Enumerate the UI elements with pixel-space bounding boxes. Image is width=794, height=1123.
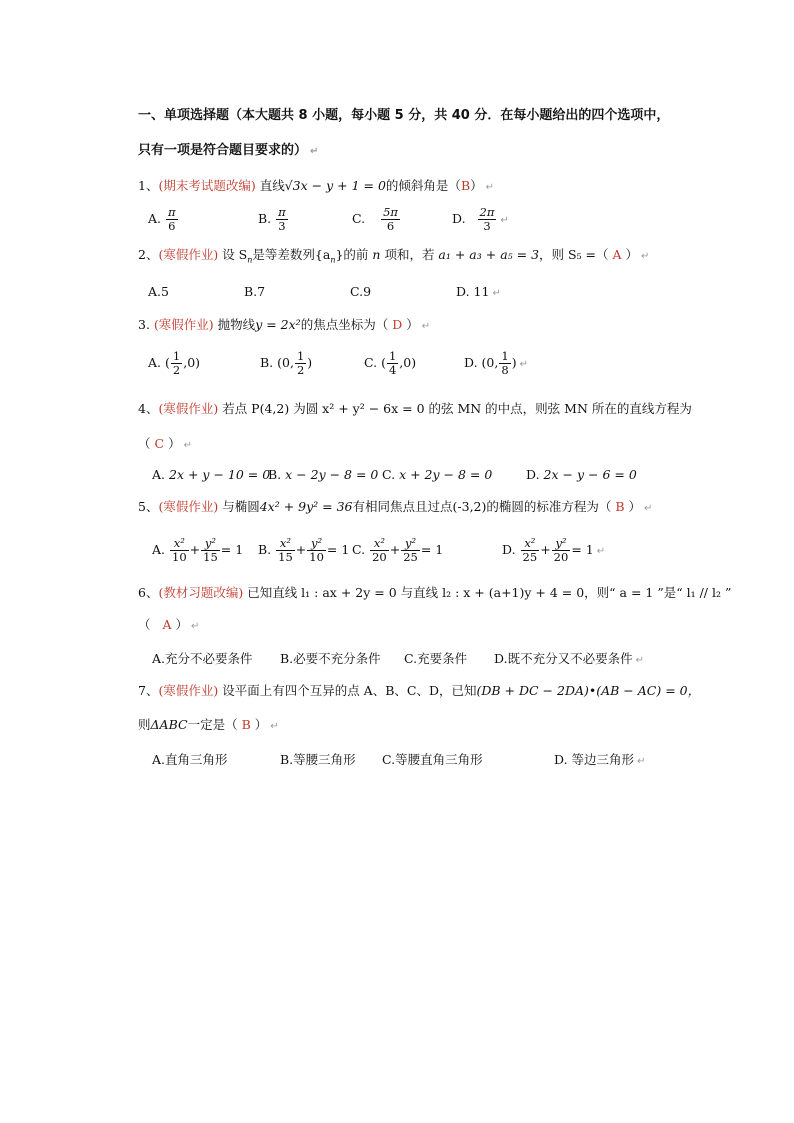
- q5-option-c: C. $\frac{\text{x²}}{20}$ + $\frac{\text{y²}}{25}$ = 1: [352, 536, 444, 564]
- q2-answer: A: [612, 247, 622, 262]
- q6-option-c: C.充要条件: [404, 651, 468, 666]
- q3-option-b: B. (0, $\frac{1}{2}$ ): [260, 349, 313, 377]
- q2-equation: a₁ + a₃ + a₅ = 3: [438, 247, 540, 262]
- q2-option-b: B.7: [244, 284, 266, 299]
- q2-option-c: C.9: [350, 284, 372, 299]
- question-4-stem: 4、(寒假作业) 若点 P(4,2) 为圆 x² + y² − 6x = 0 的弦 MN 的中点，则弦 MN 所在的直线方程为: [138, 401, 692, 416]
- q2-option-d: D. 11 ↵: [456, 284, 501, 299]
- q5-option-a: A. $\frac{\text{x²}}{10}$ + $\frac{\text{y²}}{15}$ = 1: [152, 536, 244, 564]
- q4-option-d: D. 2x − y − 6 = 0: [526, 467, 637, 482]
- q3-equation: y = 2x²: [255, 317, 301, 332]
- question-1-stem: 1、(期末考试题改编) 直线√3x − y + 1 = 0的倾斜角是（B） ↵: [138, 178, 495, 193]
- q4-option-b: B. x − 2y − 8 = 0: [268, 467, 379, 482]
- q7-vector-equation: (DB + DC − 2DA)•(AB − AC) = 0，: [476, 683, 701, 698]
- question-6-answer-line: （ A ） ↵: [138, 617, 200, 632]
- q4-answer: C: [154, 436, 165, 451]
- q3-answer: D: [392, 317, 403, 332]
- question-4-answer-line: （ C ） ↵: [138, 436, 192, 451]
- question-5-stem: 5、(寒假作业) 与椭圆4x² + 9y² = 36有相同焦点且过点(-3,2)的椭圆的标准方程为（ B ） ↵: [138, 499, 653, 514]
- q1-option-c: C. $\frac{5\pi}{6}$: [352, 205, 398, 233]
- q3-option-a: A. ( $\frac{1}{2}$ ,0): [148, 349, 201, 377]
- q1-option-b: B. $\frac{\pi}{3}$: [258, 205, 286, 233]
- q4-option-c: C. x + 2y − 8 = 0: [382, 467, 493, 482]
- question-7-stem: 7、(寒假作业) 设平面上有四个互异的点 A、B、C、D，已知(DB + DC − 2DA)•(AB − AC) = 0，: [138, 683, 701, 698]
- question-2-stem: 2、(寒假作业) 设 $S_n$是等差数列$\{a_n\}$的前 n 项和，若 a₁ + a₃ + a₅ = 3，则 S₅ =（ A ） ↵: [138, 247, 650, 265]
- section-heading-line1: 一、单项选择题（本大题共 8 小题，每小题 5 分，共 40 分．在每小题给出的四个选项中，: [138, 108, 670, 123]
- q7-option-a: A.直角三角形: [152, 752, 228, 767]
- q3-option-c: C. ( $\frac{1}{4}$ ,0): [364, 349, 417, 377]
- section-heading-line2: 只有一项是符合题目要求的） ↵: [138, 143, 319, 158]
- q7-option-d: D. 等边三角形 ↵: [554, 752, 646, 767]
- q5-equation: 4x² + 9y² = 36: [259, 499, 353, 514]
- q6-option-d: D.既不充分又不必要条件 ↵: [494, 651, 644, 666]
- q1-equation: √3x − y + 1 = 0: [284, 178, 386, 193]
- question-7-stem-line2: 则ΔABC一定是（ B ） ↵: [138, 717, 279, 732]
- q5-option-b: B. $\frac{\text{x²}}{15}$ + $\frac{\text{y²}}{10}$ = 1: [258, 536, 350, 564]
- q3-option-d: D. (0, $\frac{1}{8}$ ) ↵: [464, 349, 528, 377]
- q6-answer: A: [162, 617, 172, 632]
- q6-option-a: A.充分不必要条件: [152, 651, 253, 666]
- q7-option-c: C.等腰直角三角形: [382, 752, 483, 767]
- q1-option-d: D. $\frac{2\pi}{3}$ ↵: [452, 205, 509, 233]
- q7-answer: B: [241, 717, 251, 732]
- q7-option-b: B.等腰三角形: [280, 752, 356, 767]
- q4-option-a: A. 2x + y − 10 = 0: [152, 467, 271, 482]
- q6-option-b: B.必要不充分条件: [280, 651, 381, 666]
- q1-answer: B: [460, 178, 471, 193]
- q5-option-d: D. $\frac{\text{x²}}{25}$ + $\frac{\text{y²}}{20}$ = 1 ↵: [502, 536, 606, 564]
- q2-option-a: A.5: [148, 284, 169, 299]
- q1-option-a: A. $\frac{\pi}{6}$: [148, 205, 176, 233]
- question-3-stem: 3. (寒假作业) 抛物线y = 2x²的焦点坐标为（ D ） ↵: [138, 317, 431, 332]
- question-6-stem: 6、(教材习题改编) 已知直线 l₁ : ax + 2y = 0 与直线 l₂ : x + (a+1)y + 4 = 0，则“ a = 1 ”是“ l₁ // l₂ ”: [138, 585, 732, 600]
- q5-answer: B: [615, 499, 625, 514]
